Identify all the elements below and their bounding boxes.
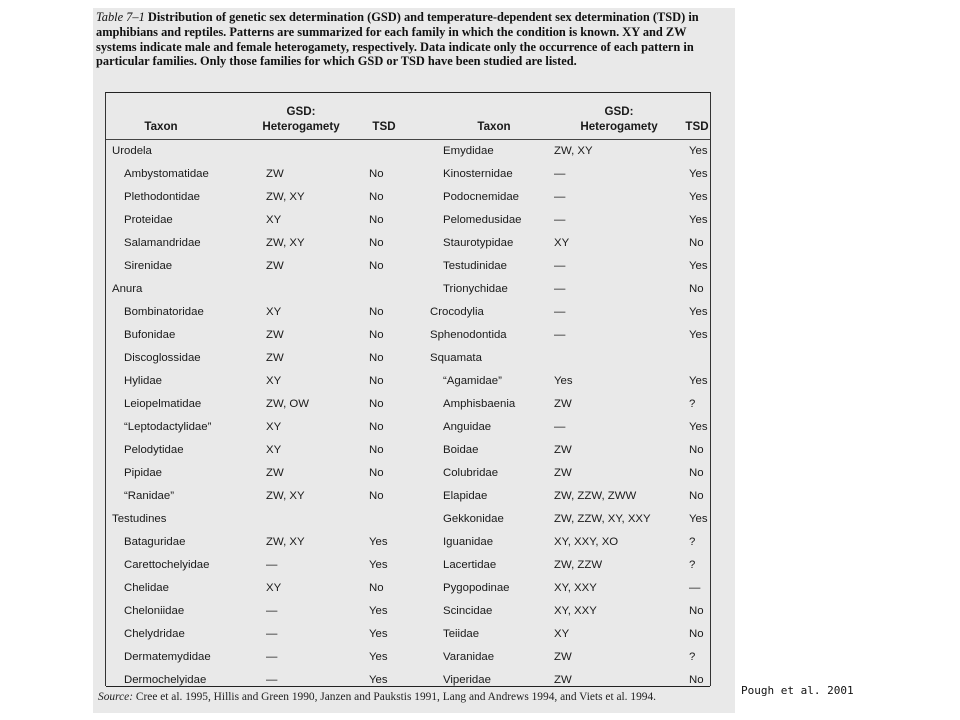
left-gsd-cell: ZW bbox=[266, 467, 284, 479]
right-tsd-cell: Yes bbox=[689, 168, 708, 180]
right-gsd-cell: XY, XXY bbox=[554, 605, 597, 617]
left-tsd-cell: No bbox=[369, 490, 384, 502]
source-label: Source: bbox=[98, 691, 134, 703]
left-tsd-cell: No bbox=[369, 214, 384, 226]
left-tsd-cell: No bbox=[369, 467, 384, 479]
right-gsd-cell: ZW bbox=[554, 444, 572, 456]
left-taxon-cell: Testudines bbox=[112, 513, 167, 525]
left-gsd-cell: — bbox=[266, 674, 278, 686]
right-gsd-cell: — bbox=[554, 306, 566, 318]
right-taxon-cell: Sphenodontida bbox=[430, 329, 507, 341]
caption-text: Distribution of genetic sex determination (GSD) and temperature-dependent sex determination (TSD) in amphibians and reptiles. Patterns are summarized for each family in which the condition is known. XY and ZW systems indicate male and female heterogamety, respectively. Data indicate only the occurrence of each pattern in particular families. Only those families for which GSD or TSD have been studied are listed. bbox=[96, 10, 699, 69]
table-caption bbox=[96, 10, 728, 69]
left-taxon-cell: Pelodytidae bbox=[124, 444, 184, 456]
left-taxon-cell: Hylidae bbox=[124, 375, 162, 387]
bottom-rule bbox=[106, 686, 710, 687]
right-taxon-cell: Crocodylia bbox=[430, 306, 484, 318]
right-gsd-cell: XY bbox=[554, 237, 570, 249]
left-taxon-cell: Bufonidae bbox=[124, 329, 176, 341]
right-tsd-cell: — bbox=[689, 582, 701, 594]
right-gsd-cell: — bbox=[554, 283, 566, 295]
left-taxon-cell: Chelidae bbox=[124, 582, 169, 594]
right-gsd-cell: ZW, ZZW bbox=[554, 559, 603, 571]
scanned-page bbox=[93, 8, 735, 713]
right-tsd-cell: Yes bbox=[689, 306, 708, 318]
right-tsd-cell: Yes bbox=[689, 513, 708, 525]
right-taxon-cell: Boidae bbox=[443, 444, 479, 456]
right-taxon-cell: Viperidae bbox=[443, 674, 491, 686]
left-gsd-cell: ZW, OW bbox=[266, 398, 310, 410]
right-taxon-cell: Iguanidae bbox=[443, 536, 494, 548]
left-tsd-cell: No bbox=[369, 191, 384, 203]
right-taxon-cell: Trionychidae bbox=[443, 283, 508, 295]
right-tsd-cell: Yes bbox=[689, 191, 708, 203]
right-tsd-cell: No bbox=[689, 467, 704, 479]
left-taxon-cell: Pipidae bbox=[124, 467, 162, 479]
left-taxon-cell: Proteidae bbox=[124, 214, 173, 226]
left-gsd-cell: XY bbox=[266, 306, 282, 318]
right-taxon-cell: Gekkonidae bbox=[443, 513, 504, 525]
right-taxon-cell: Squamata bbox=[430, 352, 482, 364]
header-tsd-right: TSD bbox=[685, 120, 709, 133]
left-taxon-cell: Salamandridae bbox=[124, 237, 201, 249]
left-gsd-cell: — bbox=[266, 651, 278, 663]
right-tsd-cell: ? bbox=[689, 651, 696, 663]
left-tsd-cell: No bbox=[369, 306, 384, 318]
right-taxon-cell: Pygopodinae bbox=[443, 582, 510, 594]
right-gsd-cell: Yes bbox=[554, 375, 573, 387]
left-tsd-cell: No bbox=[369, 260, 384, 272]
left-tsd-cell: No bbox=[369, 329, 384, 341]
left-taxon-cell: Sirenidae bbox=[124, 260, 173, 272]
right-taxon-cell: Elapidae bbox=[443, 490, 488, 502]
right-taxon-cell: Lacertidae bbox=[443, 559, 497, 571]
left-gsd-cell: XY bbox=[266, 375, 282, 387]
right-gsd-cell: ZW bbox=[554, 398, 572, 410]
left-taxon-cell: “Ranidae” bbox=[124, 490, 175, 502]
left-taxon-cell: Ambystomatidae bbox=[124, 168, 209, 180]
right-taxon-cell: Scincidae bbox=[443, 605, 493, 617]
left-tsd-cell: No bbox=[369, 582, 384, 594]
left-gsd-cell: ZW bbox=[266, 352, 284, 364]
right-gsd-cell: — bbox=[554, 421, 566, 433]
header-gsd-line1-right: GSD: bbox=[604, 105, 634, 118]
left-taxon-cell: “Leptodactylidae” bbox=[124, 421, 212, 433]
left-tsd-cell: No bbox=[369, 352, 384, 364]
right-tsd-cell: Yes bbox=[689, 375, 708, 387]
left-tsd-cell: No bbox=[369, 168, 384, 180]
left-gsd-cell: ZW bbox=[266, 329, 284, 341]
left-tsd-cell: Yes bbox=[369, 559, 388, 571]
right-tsd-cell: Yes bbox=[689, 421, 708, 433]
right-tsd-cell: ? bbox=[689, 559, 696, 571]
left-taxon-cell: Leiopelmatidae bbox=[124, 398, 202, 410]
left-taxon-cell: Bombinatoridae bbox=[124, 306, 204, 318]
right-taxon-cell: “Agamidae” bbox=[443, 375, 502, 387]
source-note bbox=[98, 691, 656, 703]
left-gsd-cell: XY bbox=[266, 421, 282, 433]
right-taxon-cell: Amphisbaenia bbox=[443, 398, 516, 410]
right-gsd-cell: XY, XXY, XO bbox=[554, 536, 619, 548]
left-gsd-cell: ZW bbox=[266, 168, 284, 180]
right-taxon-cell: Colubridae bbox=[443, 467, 499, 479]
right-taxon-cell: Testudinidae bbox=[443, 260, 507, 272]
left-tsd-cell: No bbox=[369, 375, 384, 387]
right-tsd-cell: ? bbox=[689, 536, 696, 548]
table-number: Table 7–1 bbox=[96, 10, 145, 24]
right-tsd-cell: ? bbox=[689, 398, 696, 410]
right-gsd-cell: ZW bbox=[554, 674, 572, 686]
right-taxon-cell: Teiidae bbox=[443, 628, 480, 640]
right-taxon-cell: Varanidae bbox=[443, 651, 495, 663]
left-taxon-cell: Plethodontidae bbox=[124, 191, 201, 203]
left-gsd-cell: XY bbox=[266, 444, 282, 456]
right-gsd-cell: — bbox=[554, 168, 566, 180]
right-taxon-cell: Podocnemidae bbox=[443, 191, 519, 203]
right-gsd-cell: — bbox=[554, 260, 566, 272]
left-gsd-cell: ZW, XY bbox=[266, 536, 305, 548]
left-taxon-cell: Cheloniidae bbox=[124, 605, 185, 617]
right-tsd-cell: No bbox=[689, 674, 704, 686]
right-taxon-cell: Kinosternidae bbox=[443, 168, 513, 180]
right-gsd-cell: ZW, ZZW, ZWW bbox=[554, 490, 637, 502]
right-tsd-cell: No bbox=[689, 444, 704, 456]
header-tsd-left: TSD bbox=[372, 120, 396, 133]
left-tsd-cell: No bbox=[369, 444, 384, 456]
header-gsd-line1-left: GSD: bbox=[286, 105, 316, 118]
left-gsd-cell: XY bbox=[266, 214, 282, 226]
right-gsd-cell: — bbox=[554, 214, 566, 226]
left-tsd-cell: No bbox=[369, 421, 384, 433]
right-taxon-cell: Staurotypidae bbox=[443, 237, 514, 249]
left-tsd-cell: Yes bbox=[369, 628, 388, 640]
data-table bbox=[105, 92, 711, 686]
left-gsd-cell: ZW, XY bbox=[266, 490, 305, 502]
right-gsd-cell: XY, XXY bbox=[554, 582, 597, 594]
left-gsd-cell: — bbox=[266, 628, 278, 640]
right-tsd-cell: Yes bbox=[689, 260, 708, 272]
left-gsd-cell: ZW bbox=[266, 260, 284, 272]
left-taxon-cell: Dermochelyidae bbox=[124, 674, 207, 686]
right-tsd-cell: No bbox=[689, 605, 704, 617]
left-gsd-cell: — bbox=[266, 605, 278, 617]
right-gsd-cell: ZW bbox=[554, 467, 572, 479]
header-taxon-left: Taxon bbox=[144, 120, 178, 133]
header-taxon-right: Taxon bbox=[477, 120, 511, 133]
left-tsd-cell: No bbox=[369, 237, 384, 249]
left-taxon-cell: Chelydridae bbox=[124, 628, 185, 640]
right-taxon-cell: Pelomedusidae bbox=[443, 214, 522, 226]
right-gsd-cell: ZW, XY bbox=[554, 145, 593, 157]
left-gsd-cell: XY bbox=[266, 582, 282, 594]
left-gsd-cell: — bbox=[266, 559, 278, 571]
source-text: Cree et al. 1995, Hillis and Green 1990, Janzen and Paukstis 1991, Lang and Andrews 1994, and Viets et al. 1994. bbox=[135, 691, 656, 703]
left-tsd-cell: No bbox=[369, 398, 384, 410]
left-tsd-cell: Yes bbox=[369, 536, 388, 548]
right-tsd-cell: No bbox=[689, 283, 704, 295]
left-tsd-cell: Yes bbox=[369, 674, 388, 686]
right-gsd-cell: ZW bbox=[554, 651, 572, 663]
header-gsd-line2-right: Heterogamety bbox=[580, 120, 658, 133]
left-taxon-cell: Urodela bbox=[112, 145, 152, 157]
left-taxon-cell: Discoglossidae bbox=[124, 352, 201, 364]
right-taxon-cell: Anguidae bbox=[443, 421, 492, 433]
left-tsd-cell: Yes bbox=[369, 605, 388, 617]
right-gsd-cell: — bbox=[554, 191, 566, 203]
right-taxon-cell: Emydidae bbox=[443, 145, 494, 157]
left-taxon-cell: Anura bbox=[112, 283, 143, 295]
right-tsd-cell: No bbox=[689, 237, 704, 249]
right-tsd-cell: No bbox=[689, 628, 704, 640]
citation-credit: Pough et al. 2001 bbox=[741, 684, 854, 697]
left-gsd-cell: ZW, XY bbox=[266, 191, 305, 203]
left-gsd-cell: ZW, XY bbox=[266, 237, 305, 249]
right-gsd-cell: XY bbox=[554, 628, 570, 640]
right-tsd-cell: Yes bbox=[689, 329, 708, 341]
right-gsd-cell: — bbox=[554, 329, 566, 341]
right-gsd-cell: ZW, ZZW, XY, XXY bbox=[554, 513, 651, 525]
header-gsd-line2-left: Heterogamety bbox=[262, 120, 340, 133]
right-tsd-cell: No bbox=[689, 490, 704, 502]
left-tsd-cell: Yes bbox=[369, 651, 388, 663]
header-rule bbox=[106, 139, 710, 140]
left-taxon-cell: Carettochelyidae bbox=[124, 559, 210, 571]
right-tsd-cell: Yes bbox=[689, 145, 708, 157]
left-taxon-cell: Dermatemydidae bbox=[124, 651, 211, 663]
left-taxon-cell: Bataguridae bbox=[124, 536, 186, 548]
right-tsd-cell: Yes bbox=[689, 214, 708, 226]
